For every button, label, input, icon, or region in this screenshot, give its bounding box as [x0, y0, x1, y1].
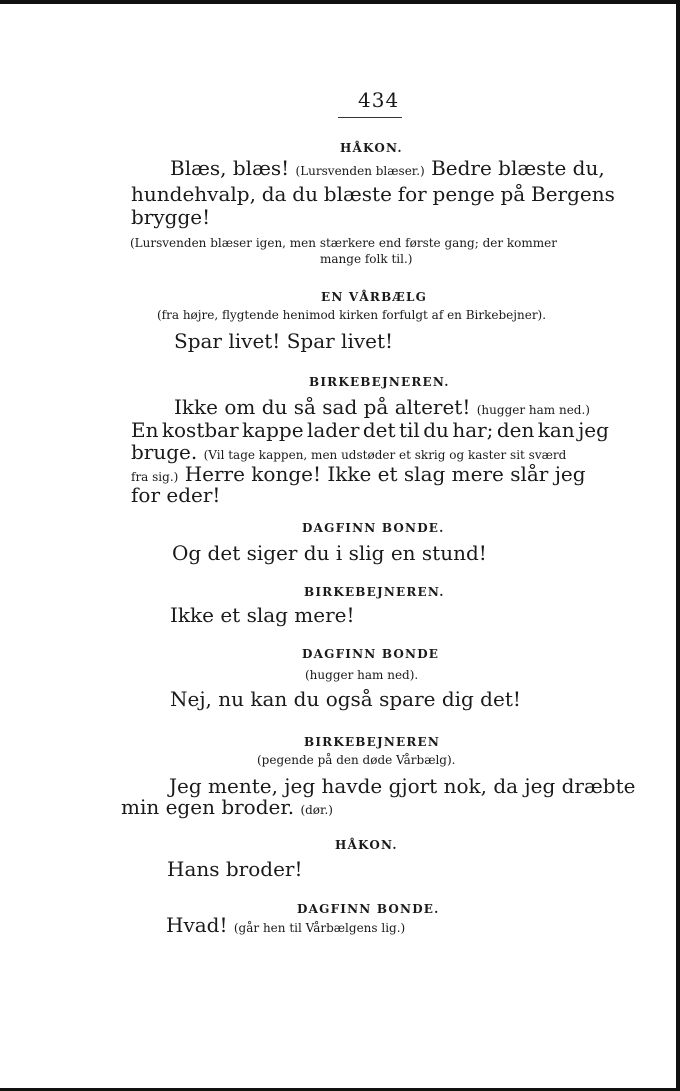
dialogue-line	[166, 913, 405, 937]
dialogue-text: Hvad!	[166, 913, 228, 937]
speaker-birkebejneren-3: BIRKEBEJNEREN	[304, 735, 441, 749]
dialogue-text: bruge.	[131, 440, 198, 464]
word: En	[131, 418, 159, 442]
word: den	[496, 418, 535, 442]
dialogue-text: Herre konge! Ikke et slag mere slår jeg	[184, 462, 586, 486]
dialogue-text: Ikke om du så sad på alteret!	[174, 395, 471, 419]
stage-direction: mange folk til.)	[320, 252, 413, 266]
stage-direction: (hugger ham ned).	[305, 668, 419, 682]
page-number: 434	[358, 88, 400, 112]
speaker-birkebejneren-1: BIRKEBEJNEREN.	[309, 375, 450, 389]
stage-direction-inline: (Vil tage kappen, men udstøder et skrig og kaster sit sværd	[203, 448, 567, 462]
stage-direction-inline: (hugger ham ned.)	[476, 403, 590, 417]
dialogue-line: Jeg mente, jeg havde gjort nok, da jeg dræbte	[169, 774, 636, 798]
stage-direction: (pegende på den døde Vårbælg).	[257, 753, 456, 767]
word: lader	[306, 418, 360, 442]
word: jeg	[578, 418, 609, 442]
dialogue-line: brygge!	[131, 205, 211, 229]
dialogue-line: Hans broder!	[167, 857, 303, 881]
scan-border-top	[0, 0, 680, 4]
word: Bergens	[531, 182, 615, 206]
dialogue-text: Blæs, blæs!	[170, 156, 290, 180]
stage-direction-inline: (dør.)	[300, 803, 333, 817]
dialogue-line: Og det siger du i slig en stund!	[172, 541, 487, 565]
dialogue-line	[170, 156, 605, 180]
speaker-en-varbaelg: EN VÅRBÆLG	[321, 290, 428, 304]
stage-direction-inline: (Lursvenden blæser.)	[295, 164, 425, 178]
dialogue-line: Ikke et slag mere!	[170, 603, 355, 627]
stage-direction-inline: fra sig.)	[131, 470, 179, 484]
word: du	[423, 418, 449, 442]
stage-direction: (Lursvenden blæser igen, men stærkere end første gang; der kommer	[130, 236, 557, 250]
word: til	[398, 418, 420, 442]
dialogue-line-justified	[131, 182, 615, 206]
dialogue-line: for eder!	[131, 483, 221, 507]
dialogue-line: Nej, nu kan du også spare dig det!	[170, 687, 521, 711]
dialogue-line	[131, 440, 566, 464]
dialogue-line	[121, 795, 333, 819]
word: kan	[537, 418, 575, 442]
speaker-dagfinn-bonde-3: DAGFINN BONDE.	[297, 902, 440, 916]
word: blæste	[323, 182, 392, 206]
scan-border-right	[676, 0, 680, 1091]
stage-direction-inline: (går hen til Vårbælgens lig.)	[233, 921, 406, 935]
word: kappe	[242, 418, 304, 442]
dialogue-line	[174, 395, 590, 419]
word: det	[362, 418, 396, 442]
stage-direction: (fra højre, flygtende henimod kirken forfulgt af en Birkebejner).	[157, 308, 547, 322]
word: kostbar	[161, 418, 239, 442]
speaker-hakon-1: HÅKON.	[340, 141, 403, 155]
word: da	[261, 182, 287, 206]
speaker-dagfinn-bonde-2: DAGFINN BONDE	[302, 647, 440, 661]
word: har;	[452, 418, 494, 442]
dialogue-text: Bedre blæste du,	[431, 156, 605, 180]
speaker-dagfinn-bonde-1: DAGFINN BONDE.	[302, 521, 445, 535]
word: du	[292, 182, 318, 206]
dialogue-text: min egen broder.	[121, 795, 295, 819]
dialogue-line: Spar livet! Spar livet!	[174, 329, 394, 353]
dialogue-line-justified	[131, 418, 609, 442]
word: penge	[432, 182, 495, 206]
word: på	[500, 182, 526, 206]
page-number-rule	[338, 117, 402, 118]
word: hundehvalp,	[131, 182, 256, 206]
word: for	[397, 182, 427, 206]
speaker-birkebejneren-2: BIRKEBEJNEREN.	[304, 585, 445, 599]
speaker-hakon-2: HÅKON.	[335, 838, 398, 852]
